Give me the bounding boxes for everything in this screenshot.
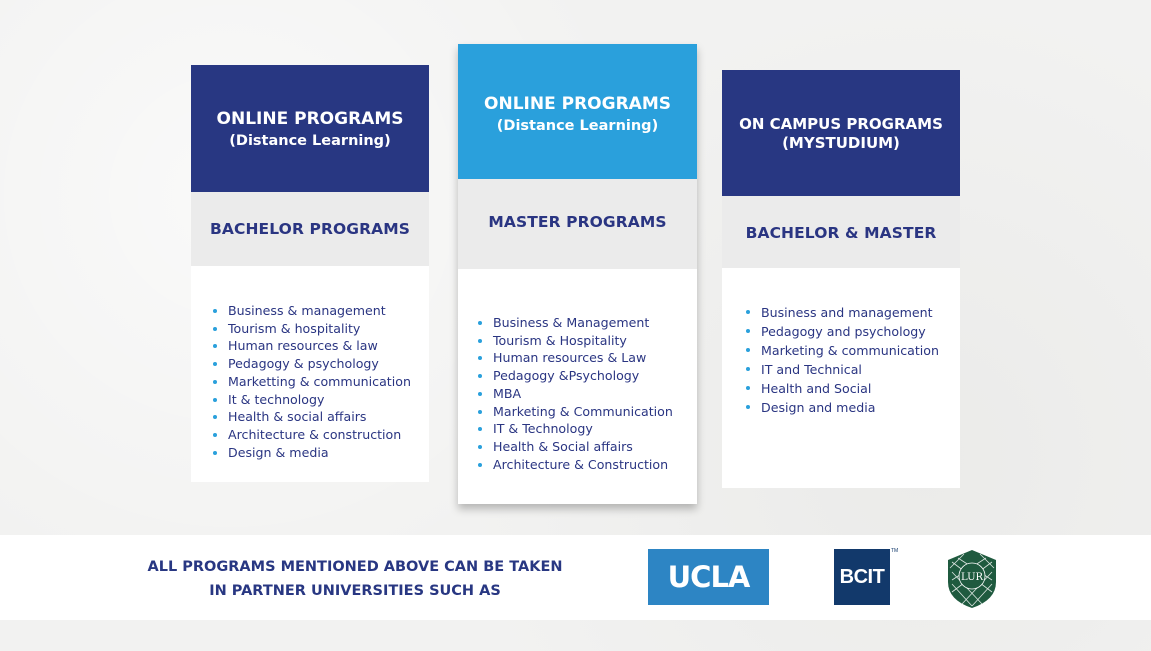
list-item: Health & social affairs	[213, 408, 429, 426]
card-subtitle: (Distance Learning)	[229, 132, 391, 149]
card-body	[191, 266, 429, 482]
partners-text	[110, 555, 600, 603]
list-item: Human resources & law	[213, 337, 429, 355]
list-item: Architecture & construction	[213, 426, 429, 444]
partners-line-2: IN PARTNER UNIVERSITIES SUCH AS	[209, 583, 501, 599]
card-body	[722, 268, 960, 488]
card-online-bachelor	[191, 65, 429, 482]
program-list	[478, 314, 697, 473]
program-list	[746, 303, 960, 417]
partners-line-1: ALL PROGRAMS MENTIONED ABOVE CAN BE TAKEN	[147, 559, 563, 575]
card-category: MASTER PROGRAMS	[458, 179, 697, 269]
list-item: Pedagogy & psychology	[213, 355, 429, 373]
bcit-trademark: TM	[891, 548, 899, 554]
list-item: IT and Technical	[746, 360, 960, 379]
card-header	[458, 44, 697, 179]
card-on-campus	[722, 70, 960, 488]
card-subtitle: (Distance Learning)	[496, 118, 659, 134]
list-item: Design and media	[746, 398, 960, 417]
svg-text:LUR: LUR	[960, 572, 984, 583]
list-item: Design & media	[213, 444, 429, 462]
list-item: Marketing & communication	[746, 341, 960, 360]
card-title: ONLINE PROGRAMS	[484, 94, 671, 114]
list-item: Human resources & Law	[478, 349, 697, 367]
list-item: Business & management	[213, 302, 429, 320]
card-title: ON CAMPUS PROGRAMS	[739, 114, 943, 133]
list-item: Health & Social affairs	[478, 438, 697, 456]
card-category: BACHELOR PROGRAMS	[191, 192, 429, 266]
list-item: IT & Technology	[478, 420, 697, 438]
program-list	[213, 302, 429, 461]
list-item: Tourism & Hospitality	[478, 332, 697, 350]
list-item: Business and management	[746, 303, 960, 322]
card-category: BACHELOR & MASTER	[722, 196, 960, 268]
list-item: Health and Social	[746, 379, 960, 398]
list-item: Business & Management	[478, 314, 697, 332]
ucla-logo: UCLA	[648, 549, 769, 605]
list-item: Pedagogy and psychology	[746, 322, 960, 341]
list-item: It & technology	[213, 391, 429, 409]
card-header	[191, 65, 429, 192]
card-online-master	[458, 44, 697, 504]
list-item: Tourism & hospitality	[213, 320, 429, 338]
card-header	[722, 70, 960, 196]
lur-crest-logo	[944, 548, 1000, 610]
card-title: ONLINE PROGRAMS	[216, 108, 404, 129]
list-item: Marketing & Communication	[478, 403, 697, 421]
list-item: Architecture & Construction	[478, 456, 697, 474]
partners-band	[0, 535, 1151, 620]
card-body	[458, 269, 697, 504]
list-item: MBA	[478, 385, 697, 403]
card-subtitle: (MYSTUDIUM)	[782, 133, 900, 152]
list-item: Marketting & communication	[213, 373, 429, 391]
bcit-logo: BCIT	[834, 549, 890, 605]
list-item: Pedagogy &Psychology	[478, 367, 697, 385]
